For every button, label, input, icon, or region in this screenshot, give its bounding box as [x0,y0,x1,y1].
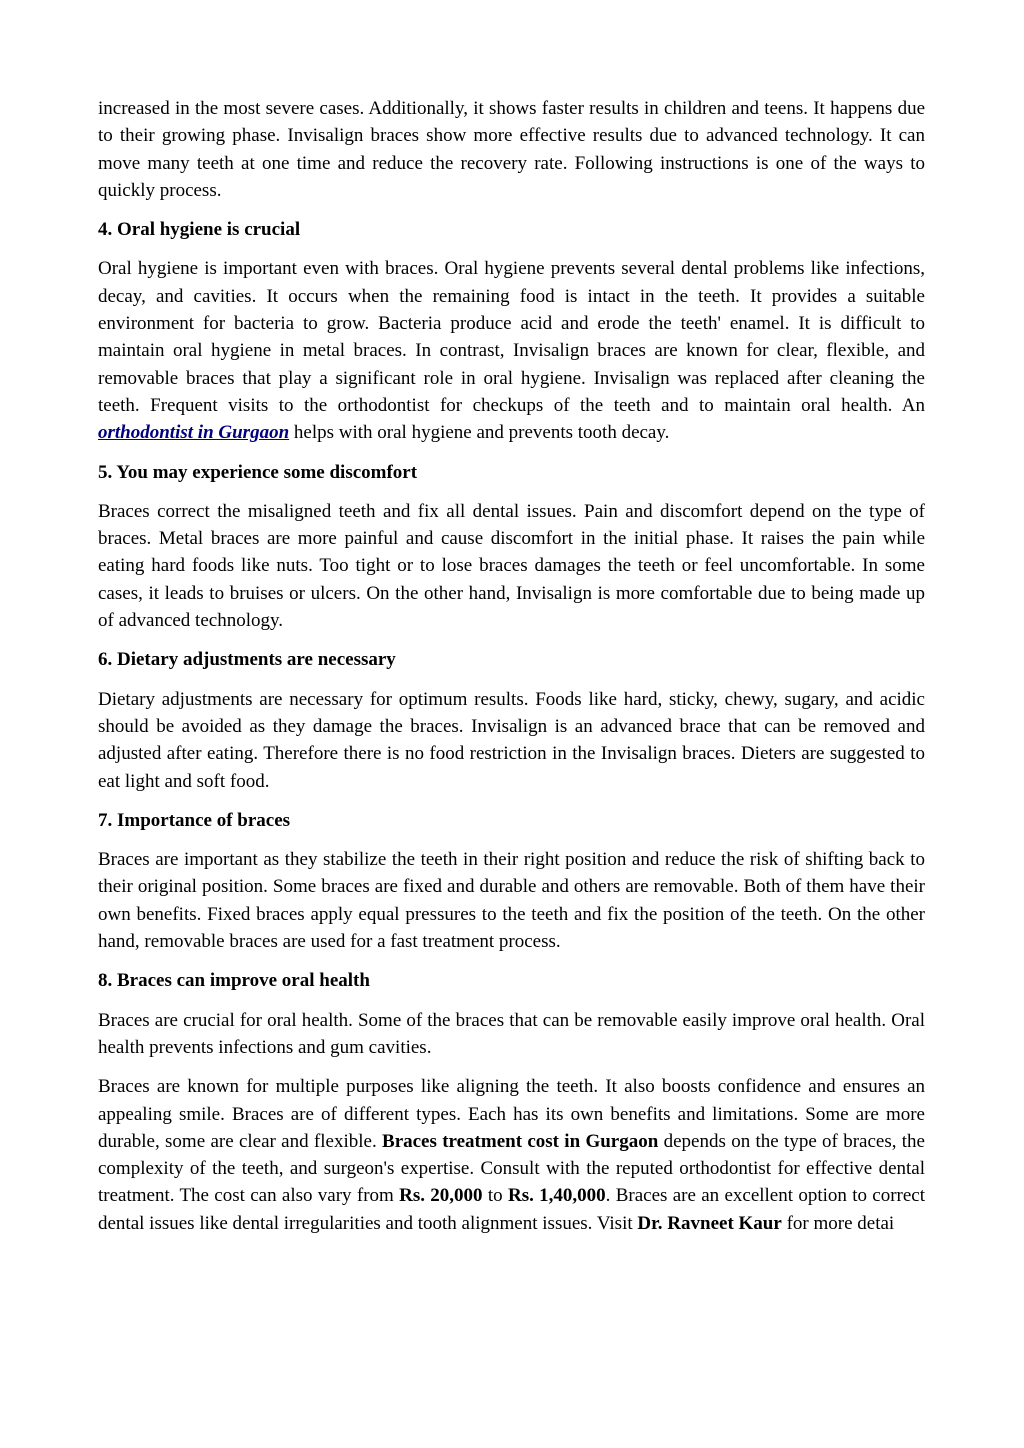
doctor-name-bold: Dr. Ravneet Kaur [637,1212,782,1234]
heading-importance: 7. Importance of braces [98,809,291,831]
paragraph-oral-hygiene-text-end: helps with oral hygiene and prevents tooth decay. [289,422,670,444]
conclusion-text-g: . Braces are an excellent option to correct dental issues like dental irregularities and tooth alignment issues. Visit [98,1185,926,1234]
heading-dietary: 6. Dietary adjustments are necessary [98,649,396,671]
heading-oral-health: 8. Braces can improve oral health [98,970,370,992]
paragraph-discomfort: Braces correct the misaligned teeth and fix all dental issues. Pain and discomfort depend on the type of braces. Metal braces are more painful and cause discomfort in the initial phase. It raises the pain while eating hard foods like nuts. Too tight or to lose braces damages the teeth or feel uncomfortable. In some cases, it leads to bruises or ulcers. On the other hand, Invisalign is more comfortable due to being made up of advanced technology. [98,500,925,632]
cost-max-bold: Rs. 1,40,000 [507,1185,606,1207]
conclusion-text-e: to [482,1185,508,1207]
paragraph-oral-health: Braces are crucial for oral health. Some of the braces that can be removable easily improve oral health. Oral health prevents infections and gum cavities. [98,1009,925,1058]
conclusion-text-i: for more detai [781,1212,895,1234]
paragraph-oral-hygiene-text: Oral hygiene is important even with braces. Oral hygiene prevents several dental problems like infections, decay, and cavities. It occurs when the remaining food is intact in the teeth. It provides a suitable environment for bacteria to grow. Bacteria produce acid and erode the teeth' enamel. It is difficult to maintain oral hygiene in metal braces. In contrast, Invisalign braces are known for clear, flexible, and removable braces that play a significant role in oral hygiene. Invisalign was replaced after cleaning the teeth. Frequent visits to the orthodontist for checkups of the teeth and to maintain oral health. An [98,258,925,416]
orthodontist-link[interactable]: orthodontist in Gurgaon [98,422,290,444]
conclusion-text-c: depends on the type of braces, the complexity of the teeth, and surgeon's expertise. Consult with the reputed orthodontist for effective dental treatment. The cost can also vary from [98,1130,925,1207]
paragraph-oral-hygiene [98,255,925,446]
paragraph-intro: increased in the most severe cases. Additionally, it shows faster results in children and teens. It happens due to their growing phase. Invisalign braces show more effective results due to advanced technology. It can move many teeth at one time and reduce the recovery rate. Following instructions is one of the ways to quickly process. [98,98,925,201]
cost-min-bold: Rs. 20,000 [399,1185,483,1207]
paragraph-dietary: Dietary adjustments are necessary for optimum results. Foods like hard, sticky, chewy, sugary, and acidic should be avoided as they damage the braces. Invisalign is an advanced brace that can be removed and adjusted after eating. Therefore there is no food restriction in the Invisalign braces. Dieters are suggested to eat light and soft food. [98,688,925,792]
treatment-cost-bold: Braces treatment cost in Gurgaon [382,1130,659,1152]
conclusion-text-a: Braces are known for multiple purposes like aligning the teeth. It also boosts confidence and ensures an appealing smile. Braces are of different types. Each has its own benefits and limitations. Some are more durable, some are clear and flexible. [98,1076,925,1152]
heading-discomfort: 5. You may experience some discomfort [98,461,418,483]
paragraph-importance: Braces are important as they stabilize the teeth in their right position and reduce the risk of shifting back to their original position. Some braces are fixed and durable and others are removable. Both of them have their own benefits. Fixed braces apply equal pressures to the teeth and fix the position of the teeth. On the other hand, removable braces are used for a fast treatment process. [98,849,925,953]
heading-oral-hygiene: 4. Oral hygiene is crucial [98,219,301,241]
paragraph-conclusion [98,1073,925,1237]
document-page [98,95,925,1249]
